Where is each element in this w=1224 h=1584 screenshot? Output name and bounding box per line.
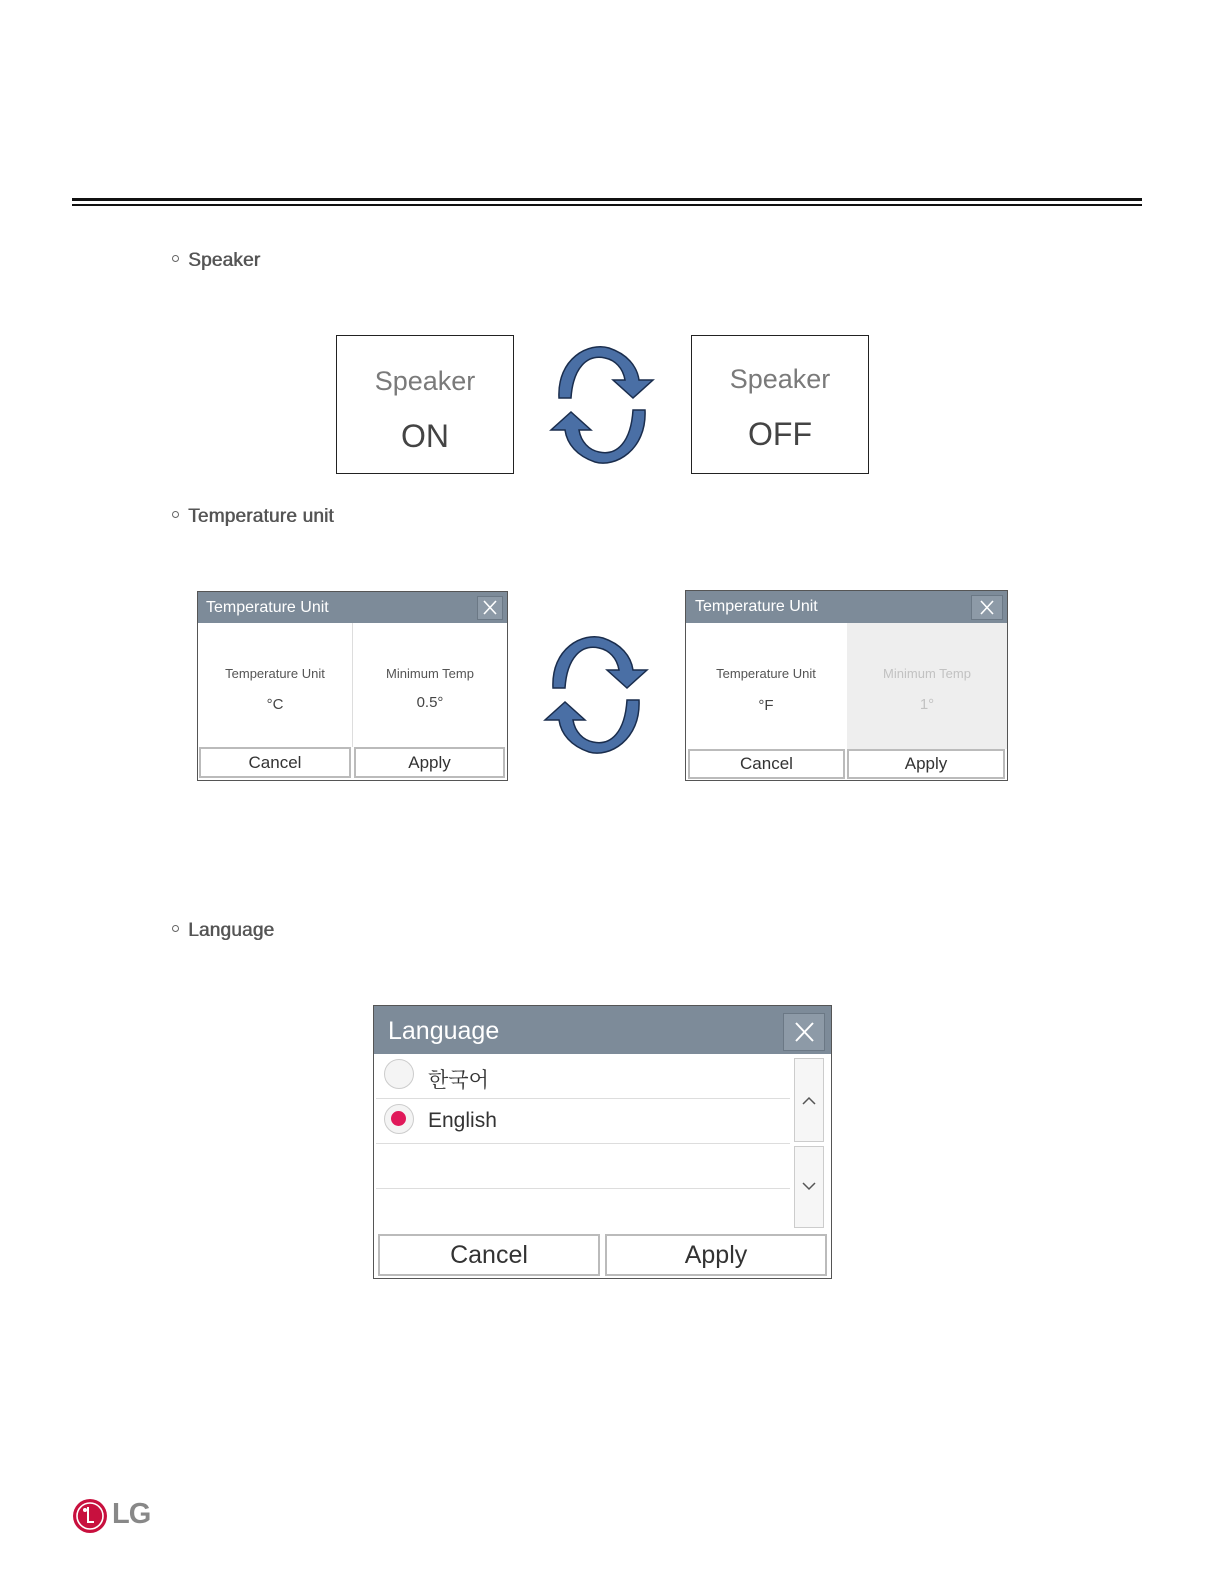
temperature-unit-label: Temperature Unit xyxy=(716,666,816,681)
apply-button[interactable]: Apply xyxy=(605,1234,827,1276)
scroll-down-button[interactable] xyxy=(794,1146,824,1228)
speaker-on-button[interactable] xyxy=(336,335,514,474)
speaker-off-title: Speaker xyxy=(729,364,831,394)
speaker-off-value: OFF xyxy=(748,416,812,452)
dialog-title: Temperature Unit xyxy=(206,599,329,616)
section-heading-language-text: Language xyxy=(188,920,275,941)
minimum-temp-label: Minimum Temp xyxy=(883,666,971,681)
radio-unselected-icon[interactable] xyxy=(384,1059,414,1089)
cancel-button[interactable]: Cancel xyxy=(378,1234,600,1276)
radio-selected-icon[interactable] xyxy=(384,1104,414,1134)
language-option-empty xyxy=(376,1144,790,1189)
language-option-label: English xyxy=(428,1109,497,1132)
toggle-cycle-arrows-icon xyxy=(539,630,654,760)
temperature-unit-dialog-fahrenheit xyxy=(685,590,1008,781)
minimum-temp-value: 0.5° xyxy=(416,694,444,711)
apply-button[interactable]: Apply xyxy=(847,749,1005,779)
temperature-unit-cell[interactable] xyxy=(198,623,353,747)
dialog-header xyxy=(198,592,507,623)
dialog-header xyxy=(374,1006,831,1054)
minimum-temp-value: 1° xyxy=(919,696,935,713)
speaker-on-value: ON xyxy=(401,418,449,454)
section-heading-temperature-text: Temperature unit xyxy=(188,506,334,527)
lg-logo xyxy=(72,1498,162,1534)
language-option-korean[interactable] xyxy=(376,1054,790,1099)
header-rule-top xyxy=(72,198,1142,201)
minimum-temp-cell-disabled xyxy=(847,623,1007,749)
dialog-header xyxy=(686,591,1007,623)
lg-logo-icon xyxy=(72,1498,108,1534)
chevron-down-icon xyxy=(795,1147,823,1227)
language-option-label: 한국어 xyxy=(428,1069,489,1092)
chevron-up-icon xyxy=(795,1059,823,1141)
speaker-off-button[interactable] xyxy=(691,335,869,474)
temperature-unit-value: °F xyxy=(758,697,774,714)
bullet-icon xyxy=(172,925,179,932)
header-rule-bottom xyxy=(72,204,1142,206)
close-icon xyxy=(478,597,502,619)
bullet-icon xyxy=(172,255,179,262)
temperature-unit-cell[interactable] xyxy=(686,623,846,749)
close-icon xyxy=(784,1014,824,1050)
section-heading-speaker-text: Speaker xyxy=(188,250,261,271)
cancel-button[interactable]: Cancel xyxy=(688,749,845,779)
close-button[interactable] xyxy=(477,596,503,620)
close-button[interactable] xyxy=(971,595,1003,620)
minimum-temp-label: Minimum Temp xyxy=(386,666,474,681)
language-option-empty xyxy=(376,1189,790,1233)
language-option-english[interactable] xyxy=(376,1099,790,1144)
temperature-unit-dialog-celsius xyxy=(197,591,508,781)
minimum-temp-cell[interactable] xyxy=(353,623,507,747)
dialog-title: Language xyxy=(388,1017,500,1045)
section-heading-speaker xyxy=(172,250,260,272)
dialog-title: Temperature Unit xyxy=(695,598,818,615)
section-heading-language xyxy=(172,920,274,942)
speaker-on-title: Speaker xyxy=(374,366,476,396)
scroll-up-button[interactable] xyxy=(794,1058,824,1142)
section-heading-temperature xyxy=(172,506,334,528)
language-dialog xyxy=(373,1005,832,1279)
bullet-icon xyxy=(172,511,179,518)
temperature-unit-label: Temperature Unit xyxy=(225,666,325,681)
close-button[interactable] xyxy=(783,1013,825,1051)
lg-logo-text: LG xyxy=(112,1498,151,1530)
toggle-cycle-arrows-icon xyxy=(545,340,660,470)
close-icon xyxy=(972,596,1002,619)
temperature-unit-value: °C xyxy=(266,696,284,713)
cancel-button[interactable]: Cancel xyxy=(199,747,351,778)
apply-button[interactable]: Apply xyxy=(354,747,505,778)
